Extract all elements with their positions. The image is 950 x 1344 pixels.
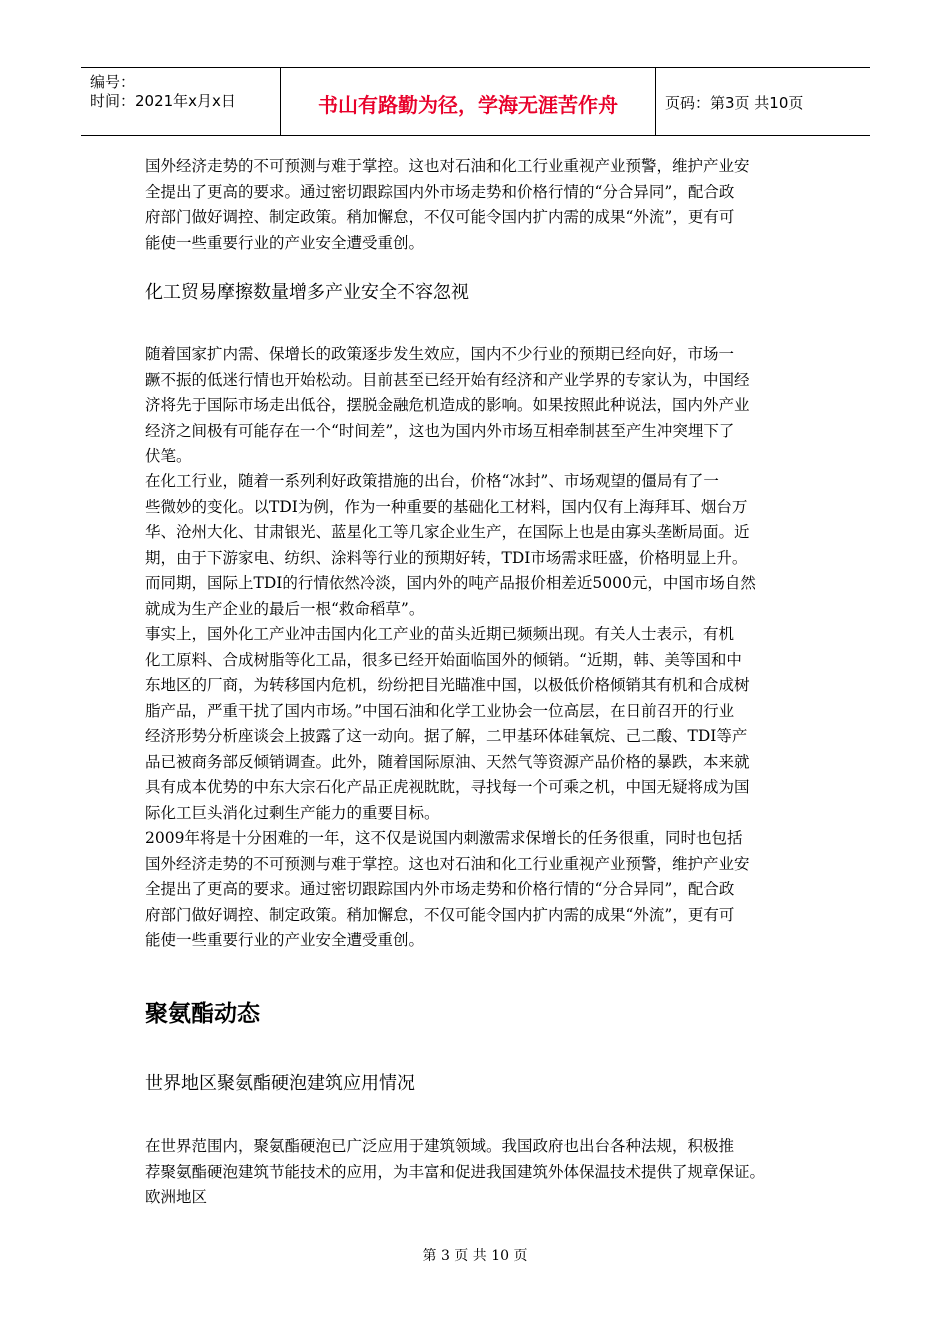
paragraph-line: 在化工行业，随着一系列利好政策措施的出台，价格“冰封”、市场观望的僵局有了一	[145, 472, 719, 490]
paragraph-line: 府部门做好调控、制定政策。稍加懈怠，不仅可能令国内扩内需的成果“外流”，更有可	[145, 208, 735, 226]
paragraph-line: 事实上，国外化工产业冲击国内化工产业的苗头近期已频频出现。有关人士表示，有机	[145, 625, 735, 643]
header-page-info: 页码：第3页 共10页	[665, 94, 804, 112]
paragraph-5	[145, 1134, 805, 1211]
document-number-label: 编号：	[90, 73, 136, 91]
header-motto: 书山有路勤为径，学海无涯苦作舟	[318, 93, 618, 117]
paragraph-3	[145, 622, 805, 826]
paragraph-top	[145, 154, 805, 256]
paragraph-1	[145, 342, 805, 470]
paragraph-line: 具有成本优势的中东大宗石化产品正虎视眈眈，寻找每一个可乘之机，中国无疑将成为国	[145, 778, 750, 796]
paragraph-line: 经济之间极有可能存在一个“时间差”，这也为国内外市场互相牵制甚至产生冲突埋下了	[145, 421, 735, 440]
paragraph-line: 国外经济走势的不可预测与难于掌控。这也对石油和化工行业重视产业预警，维护产业安	[145, 854, 750, 873]
paragraph-line: 2009年将是十分困难的一年，这不仅是说国内刺激需求保增长的任务很重，同时也包括	[145, 829, 743, 847]
page-footer: 第 3 页 共 10 页	[422, 1248, 528, 1264]
paragraph-line: 化工原料、合成树脂等化工品，很多已经开始面临国外的倾销。“近期，韩、美等国和中	[145, 650, 742, 669]
paragraph-line: 际化工巨头消化过剩生产能力的重要目标。	[145, 803, 440, 822]
paragraph-line: 能使一些重要行业的产业安全遭受重创。	[145, 931, 425, 949]
paragraph-line: 些微妙的变化。以TDI为例，作为一种重要的基础化工材料，国内仅有上海拜耳、烟台万	[145, 497, 748, 516]
paragraph-line: 国外经济走势的不可预测与难于掌控。这也对石油和化工行业重视产业预警，维护产业安	[145, 157, 750, 175]
paragraph-line: 经济形势分析座谈会上披露了这一动向。据了解，二甲基环体硅氧烷、己二酸、TDI等产	[145, 727, 748, 745]
paragraph-line: 蹶不振的低迷行情也开始松动。目前甚至已经开始有经济和产业学界的专家认为，中国经	[145, 370, 750, 389]
paragraph-line: 伏笔。	[145, 447, 192, 465]
subsection-heading-world: 世界地区聚氨酯硬泡建筑应用情况	[145, 1073, 415, 1094]
paragraph-line: 华、沧州大化、甘肃银光、蓝星化工等几家企业生产，在国际上也是由寡头垄断局面。近	[145, 523, 750, 541]
paragraph-line: 东地区的厂商，为转移国内危机，纷纷把目光瞄准中国，以极低价格倾销其有机和合成树	[145, 676, 750, 694]
paragraph-line: 荐聚氨酯硬泡建筑节能技术的应用，为丰富和促进我国建筑外体保温技术提供了规章保证。	[145, 1162, 766, 1181]
paragraph-line: 欧洲地区	[145, 1188, 208, 1206]
paragraph-2	[145, 469, 805, 622]
header-page-cell	[656, 68, 870, 135]
paragraph-line: 全提出了更高的要求。通过密切跟踪国内外市场走势和价格行情的“分合异同”，配合政	[145, 182, 735, 201]
paragraph-line: 品已被商务部反倾销调查。此外，随着国际原油、天然气等资源产品价格的暴跌，本来就	[145, 752, 750, 771]
paragraph-line: 期，由于下游家电、纺织、涂料等行业的预期好转，TDI市场需求旺盛，价格明显上升。	[145, 548, 748, 567]
paragraph-line: 而同期，国际上TDI的行情依然冷淡，国内外的吨产品报价相差近5000元，中国市场自然	[145, 574, 756, 592]
paragraph-line: 在世界范围内，聚氨酯硬泡已广泛应用于建筑领域。我国政府也出台各种法规，积极推	[145, 1137, 735, 1155]
header-motto-cell	[281, 68, 656, 135]
section-heading-trade: 化工贸易摩擦数量增多产业安全不容忽视	[145, 282, 469, 303]
paragraph-line: 随着国家扩内需、保增长的政策逐步发生效应，国内不少行业的预期已经向好，市场一	[145, 345, 735, 363]
paragraph-line: 府部门做好调控、制定政策。稍加懈怠，不仅可能令国内扩内需的成果“外流”，更有可	[145, 905, 735, 924]
paragraph-line: 能使一些重要行业的产业安全遭受重创。	[145, 233, 425, 252]
header-meta-cell	[81, 68, 281, 135]
paragraph-line: 济将先于国际市场走出低谷，摆脱金融危机造成的影响。如果按照此种说法，国内外产业	[145, 396, 750, 414]
document-time-label: 时间：2021年x月x日	[90, 92, 236, 110]
paragraph-4	[145, 826, 805, 954]
paragraph-line: 全提出了更高的要求。通过密切跟踪国内外市场走势和价格行情的“分合异同”，配合政	[145, 880, 735, 898]
paragraph-line: 脂产品，严重干扰了国内市场。”中国石油和化学工业协会一位高层，在日前召开的行业	[145, 701, 735, 720]
section-heading-polyurethane: 聚氨酯动态	[145, 1001, 260, 1027]
paragraph-line: 就成为生产企业的最后一根“救命稻草”。	[145, 599, 425, 618]
header-table	[81, 67, 870, 136]
